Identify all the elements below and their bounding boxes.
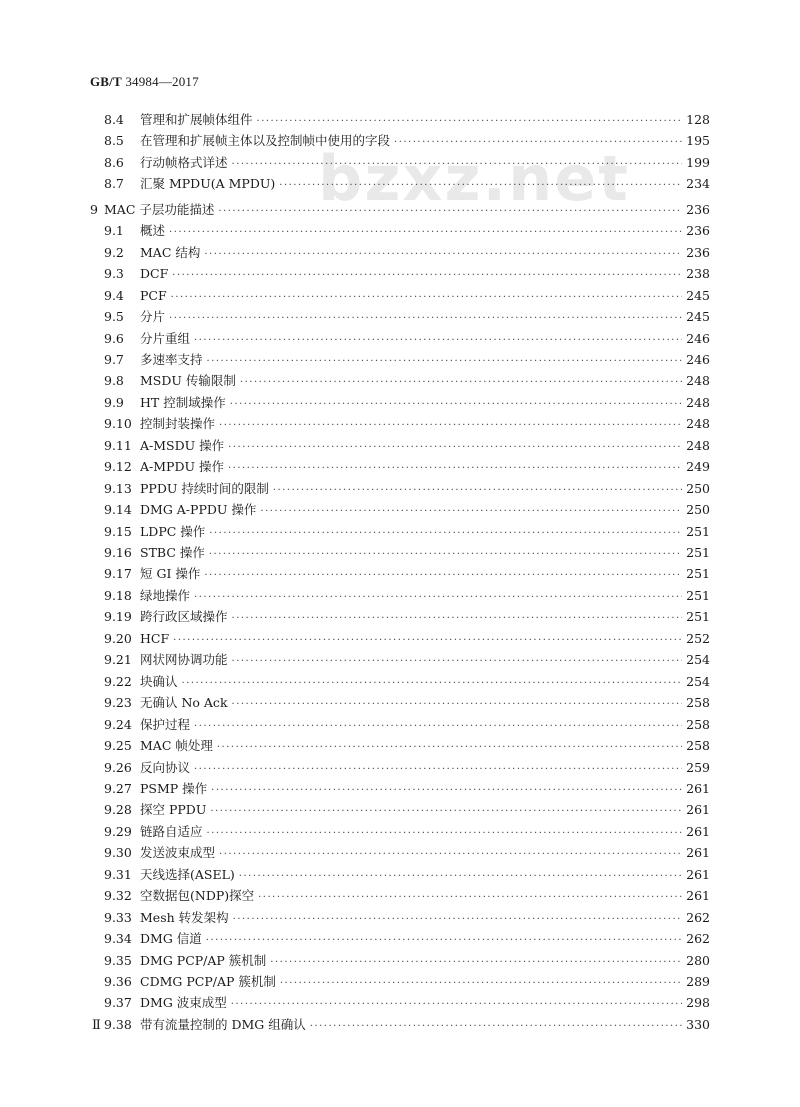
toc-entry-page: 258 [686, 695, 710, 711]
toc-entry-body [140, 174, 710, 196]
toc-entry-page: 236 [686, 244, 710, 260]
toc-leader-dots [231, 995, 682, 1015]
toc-entry-title: STBC 操作 [140, 545, 205, 560]
toc-entry-title: DCF [140, 266, 169, 282]
toc-entry-title: 天线选择(ASEL) [140, 866, 235, 882]
toc-entry-title: 短 GI 操作 [140, 566, 201, 582]
toc-entry-number: 9.2 [104, 244, 124, 260]
toc-entry[interactable] [0, 329, 800, 349]
toc-leader-dots [182, 674, 683, 694]
toc-entry-page: 245 [686, 287, 710, 303]
toc-entry-title: MSDU 传输限制 [140, 373, 236, 389]
toc-entry-number: 9.7 [104, 351, 124, 367]
toc-entry-body [140, 221, 710, 243]
toc-leader-dots [169, 223, 682, 243]
toc-entry-page: 254 [686, 652, 710, 668]
toc-entry-title: DMG 信道 [140, 931, 202, 947]
toc-entry-title: CDMG PCP/AP 簇机制 [140, 974, 276, 989]
toc-entry-page: 236 [686, 201, 710, 217]
toc-entry[interactable] [0, 586, 800, 606]
toc-entry-number: 9.18 [104, 587, 132, 603]
toc-entry-body [140, 715, 710, 737]
toc-entry-body [140, 993, 710, 1015]
toc-entry[interactable] [0, 457, 800, 477]
toc-entry-body [140, 264, 710, 286]
toc-entry-number: 9.24 [104, 716, 132, 732]
toc-entry[interactable] [0, 131, 800, 151]
toc-entry-body [140, 629, 710, 651]
toc-entry[interactable] [0, 993, 800, 1013]
toc-entry-title: 带有流量控制的 DMG 组确认 [140, 1016, 306, 1032]
toc-leader-dots [194, 760, 682, 780]
toc-entry-page: 248 [686, 373, 710, 389]
toc-entry-title: DMG A-PPDU 操作 [140, 502, 257, 518]
toc-entry[interactable] [0, 1015, 800, 1035]
toc-entry-number: 9.38 [104, 1016, 132, 1032]
toc-entry-number: 9.26 [104, 759, 132, 775]
toc-entry-page: 261 [686, 780, 710, 796]
page-number: Ⅱ [92, 1018, 101, 1033]
toc-entry-number: 9.12 [104, 459, 132, 475]
toc-entry-page: 250 [686, 502, 710, 518]
toc-entry[interactable] [0, 350, 800, 370]
toc-entry-page: 261 [686, 845, 710, 861]
toc-leader-dots [273, 481, 682, 501]
toc-leader-dots [207, 352, 683, 372]
toc-entry-page: 128 [686, 112, 710, 127]
standard-number: 34984—2017 [125, 74, 199, 89]
toc-leader-dots [310, 1017, 682, 1037]
toc-entry[interactable] [0, 436, 800, 456]
toc-entry-title: LDPC 操作 [140, 523, 206, 539]
toc-leader-dots [217, 738, 682, 758]
toc-leader-dots [394, 133, 682, 153]
toc-entry[interactable] [0, 371, 800, 391]
toc-entry-title: 保护过程 [140, 716, 191, 732]
toc-leader-dots [230, 395, 682, 415]
toc-entry-title: 发送波束成型 [140, 845, 216, 861]
toc-entry-body [140, 865, 710, 887]
toc-leader-dots [279, 176, 682, 196]
toc-entry-number: 8.7 [104, 176, 124, 192]
toc-entry-number: 9.9 [104, 394, 124, 410]
toc-entry-page: 236 [686, 223, 710, 239]
toc-entry-body [140, 243, 710, 265]
toc-entry-page: 238 [686, 266, 710, 282]
toc-entry-body [140, 393, 710, 415]
toc-entry-title: 网状网协调功能 [140, 652, 228, 668]
toc-entry-number: 9.17 [104, 566, 132, 582]
toc-entry-title: 控制封装操作 [140, 416, 216, 432]
toc-entry[interactable] [0, 908, 800, 928]
toc-entry-number: 9.29 [104, 823, 132, 839]
toc-leader-dots [232, 609, 683, 629]
toc-leader-dots [270, 953, 682, 973]
toc-entry[interactable] [0, 243, 800, 263]
toc-entry-body [140, 522, 710, 544]
toc-entry-number: 9.16 [104, 545, 132, 560]
toc-entry[interactable] [0, 865, 800, 885]
toc-entry-title: 探空 PPDU [140, 802, 207, 818]
toc-entry-number: 9.32 [104, 888, 132, 904]
toc-entry[interactable] [0, 693, 800, 713]
toc-leader-dots [172, 266, 682, 286]
toc-entry-body [140, 110, 710, 132]
toc-entry-page: 199 [686, 154, 710, 170]
toc-entry-title: 链路自适应 [140, 823, 203, 839]
toc-entry-body [140, 479, 710, 501]
toc-entry-number: 9.31 [104, 866, 132, 882]
toc-entry-body [140, 543, 710, 565]
toc-entry[interactable] [0, 414, 800, 434]
toc-leader-dots [218, 202, 682, 222]
toc-entry-title: MAC 帧处理 [140, 738, 213, 754]
toc-entry-page: 195 [686, 133, 710, 149]
toc-entry-number: 9.22 [104, 673, 132, 689]
toc-leader-dots [171, 288, 682, 308]
toc-entry-title: PPDU 持续时间的限制 [140, 480, 269, 496]
toc-entry-body [140, 286, 710, 308]
toc-entry-title: 空数据包(NDP)探空 [140, 888, 255, 904]
toc-entry-number: 8.6 [104, 154, 124, 170]
toc-entry[interactable] [0, 307, 800, 327]
toc-entry-body [140, 414, 710, 436]
toc-entry-title: 块确认 [140, 673, 178, 689]
toc-entry-number: 9.25 [104, 738, 132, 754]
toc-entry-title: 行动帧格式详述 [140, 154, 228, 170]
toc-leader-dots [207, 824, 683, 844]
toc-entry-title: 绿地操作 [140, 587, 191, 603]
toc-entry-title: 管理和扩展帧体组件 [140, 112, 253, 127]
toc-entry[interactable] [0, 522, 800, 542]
toc-entry[interactable] [0, 500, 800, 520]
toc-leader-dots [194, 588, 682, 608]
toc-leader-dots [257, 112, 683, 132]
toc-entry-body [140, 350, 710, 372]
toc-entry[interactable] [0, 972, 800, 992]
toc-entry[interactable] [0, 715, 800, 735]
toc-entry-title: A-MPDU 操作 [140, 459, 224, 475]
toc-entry-page: 248 [686, 394, 710, 410]
toc-entry-number: 9.19 [104, 609, 132, 625]
toc-entry[interactable] [0, 543, 800, 563]
toc-entry[interactable] [0, 929, 800, 949]
toc-entry-page: 245 [686, 309, 710, 325]
toc-entry-page: 254 [686, 673, 710, 689]
toc-entry-body [140, 564, 710, 586]
toc-entry-body [140, 153, 710, 175]
toc-entry[interactable] [0, 843, 800, 863]
toc-entry-body [140, 131, 710, 153]
toc-entry-title: 分片 [140, 309, 166, 325]
toc-entry[interactable] [0, 779, 800, 799]
toc-leader-dots [194, 331, 682, 351]
toc-entry-body [140, 886, 710, 908]
toc-leader-dots [219, 845, 682, 865]
toc-entry-number: 9.8 [104, 373, 124, 389]
toc-entry[interactable] [0, 607, 800, 627]
toc-entry-body [140, 329, 710, 351]
toc-entry-number: 9.1 [104, 223, 124, 239]
toc-leader-dots [280, 974, 682, 994]
toc-leader-dots [169, 309, 682, 329]
toc-entry-title: 分片重组 [140, 330, 191, 346]
toc-entry-page: 251 [686, 545, 710, 560]
toc-entry-body [140, 843, 710, 865]
toc-entry-page: 330 [686, 1016, 710, 1032]
document-header [90, 74, 199, 90]
toc-entry[interactable] [0, 479, 800, 499]
toc-entry-body [140, 693, 710, 715]
toc-entry-number: 9.27 [104, 780, 132, 796]
toc-entry-page: 298 [686, 995, 710, 1011]
toc-entry-page: 258 [686, 716, 710, 732]
toc-entry-number: 9.35 [104, 952, 132, 968]
toc-entry-body [140, 457, 710, 479]
toc-entry-number: 9.20 [104, 630, 132, 646]
toc-entry-body [140, 929, 710, 951]
toc-leader-dots [209, 545, 682, 565]
toc-entry-page: 251 [686, 523, 710, 539]
toc-entry-number: 9.30 [104, 845, 132, 861]
toc-entry-page: 261 [686, 866, 710, 882]
toc-leader-dots [210, 802, 682, 822]
toc-entry-number: 9.14 [104, 502, 132, 518]
toc-leader-dots [204, 566, 682, 586]
toc-entry-page: 280 [686, 952, 710, 968]
toc-entry-title: MAC 子层功能描述 [104, 201, 215, 217]
toc-entry[interactable] [0, 264, 800, 284]
toc-entry-title: MAC 结构 [140, 244, 201, 260]
toc-entry[interactable] [0, 393, 800, 413]
toc-leader-dots [239, 867, 682, 887]
toc-entry-page: 289 [686, 974, 710, 989]
toc-entry-number: 9.23 [104, 695, 132, 711]
toc-entry-body [140, 307, 710, 329]
toc-entry-body [140, 736, 710, 758]
toc-entry-page: 248 [686, 437, 710, 453]
toc-leader-dots [233, 910, 683, 930]
toc-entry-title: 多速率支持 [140, 351, 203, 367]
toc-entry-title: HCF [140, 630, 170, 646]
toc-entry-title: 反向协议 [140, 759, 191, 775]
toc-entry-number: 9 [90, 201, 98, 217]
toc-entry-number: 9.37 [104, 995, 132, 1011]
toc-entry[interactable] [0, 758, 800, 778]
toc-entry-page: 258 [686, 738, 710, 754]
toc-entry-page: 261 [686, 888, 710, 904]
toc-entry-title: 概述 [140, 223, 166, 239]
toc-entry-body [140, 779, 710, 801]
toc-entry-body [140, 758, 710, 780]
toc-entry-number: 9.21 [104, 652, 132, 668]
toc-entry-title: PSMP 操作 [140, 780, 208, 796]
watermark: bzxz.net [318, 142, 630, 215]
toc-entry-number: 9.13 [104, 480, 132, 496]
toc-entry-body [140, 1015, 710, 1037]
toc-entry-page: 234 [686, 176, 710, 192]
toc-entry-page: 250 [686, 480, 710, 496]
toc-entry[interactable] [0, 174, 800, 194]
toc-leader-dots [258, 888, 682, 908]
toc-entry-body [140, 650, 710, 672]
toc-entry[interactable] [0, 564, 800, 584]
toc-entry[interactable] [0, 153, 800, 173]
toc-entry-page: 262 [686, 931, 710, 947]
toc-entry-body [140, 800, 710, 822]
toc-leader-dots [228, 459, 682, 479]
toc-leader-dots [232, 155, 683, 175]
toc-entry-title: 跨行政区域操作 [140, 609, 228, 625]
toc-entry[interactable] [0, 286, 800, 306]
toc-entry-number: 9.6 [104, 330, 124, 346]
toc-entry-number: 9.3 [104, 266, 124, 282]
toc-entry-body [140, 672, 710, 694]
toc-entry[interactable] [0, 650, 800, 670]
toc-leader-dots [232, 652, 683, 672]
toc-leader-dots [232, 695, 683, 715]
toc-entry-number: 9.36 [104, 974, 132, 989]
toc-entry-page: 248 [686, 416, 710, 432]
toc-entry-title: 无确认 No Ack [140, 695, 228, 711]
toc-entry-page: 251 [686, 566, 710, 582]
toc-leader-dots [211, 781, 682, 801]
toc-leader-dots [219, 416, 682, 436]
toc-leader-dots [194, 717, 682, 737]
toc-entry[interactable] [0, 629, 800, 649]
toc-entry-page: 251 [686, 609, 710, 625]
toc-entry-body [140, 972, 710, 994]
toc-entry-number: 9.11 [104, 437, 132, 453]
toc-entry-page: 246 [686, 351, 710, 367]
toc-entry-number: 9.34 [104, 931, 132, 947]
standard-code: GB/T [90, 74, 122, 89]
toc-entry[interactable] [0, 800, 800, 820]
toc-entry-title: 汇聚 MPDU(A MPDU) [140, 176, 276, 192]
toc-entry-body [140, 500, 710, 522]
toc-entry-page: 246 [686, 330, 710, 346]
toc-entry-page: 259 [686, 759, 710, 775]
toc-entry-title: PCF [140, 287, 167, 303]
toc-entry-number: 9.28 [104, 802, 132, 818]
toc-entry-title: DMG PCP/AP 簇机制 [140, 952, 267, 968]
toc-entry-number: 8.5 [104, 133, 124, 149]
toc-leader-dots [206, 931, 682, 951]
toc-entry-body [140, 822, 710, 844]
toc-entry-number: 9.4 [104, 287, 124, 303]
toc-entry[interactable] [0, 200, 800, 220]
toc-entry-page: 251 [686, 587, 710, 603]
toc-entry-number: 9.5 [104, 309, 124, 325]
toc-entry-page: 262 [686, 909, 710, 925]
toc-entry-title: A-MSDU 操作 [140, 437, 225, 453]
toc-entry[interactable] [0, 951, 800, 971]
toc-entry-body [140, 607, 710, 629]
toc-entry-page: 261 [686, 823, 710, 839]
toc-entry-body [140, 371, 710, 393]
toc-entry-number: 8.4 [104, 112, 124, 127]
toc-entry-number: 9.33 [104, 909, 132, 925]
toc-entry[interactable] [0, 672, 800, 692]
toc-entry-title: Mesh 转发架构 [140, 909, 229, 925]
toc-entry-body [140, 436, 710, 458]
toc-entry-page: 249 [686, 459, 710, 475]
toc-entry[interactable] [0, 886, 800, 906]
toc-leader-dots [209, 524, 682, 544]
toc-entry-title: 在管理和扩展帧主体以及控制帧中使用的字段 [140, 133, 391, 149]
toc-entry-body [140, 908, 710, 930]
toc-entry-title: HT 控制域操作 [140, 394, 226, 410]
toc-entry-body [140, 586, 710, 608]
toc-entry-page: 252 [686, 630, 710, 646]
toc-leader-dots [173, 631, 682, 651]
toc-entry[interactable] [0, 822, 800, 842]
toc-leader-dots [204, 245, 682, 265]
toc-leader-dots [240, 373, 682, 393]
toc-entry-body [140, 951, 710, 973]
toc-entry-number: 9.15 [104, 523, 132, 539]
toc-entry-body [104, 200, 710, 222]
toc-leader-dots [228, 438, 682, 458]
toc-entry-title: DMG 波束成型 [140, 995, 227, 1011]
toc-entry-page: 261 [686, 802, 710, 818]
toc-entry-number: 9.10 [104, 416, 132, 432]
toc-entry[interactable] [0, 736, 800, 756]
toc-entry[interactable] [0, 221, 800, 241]
toc-leader-dots [260, 502, 682, 522]
toc-entry[interactable] [0, 110, 800, 130]
